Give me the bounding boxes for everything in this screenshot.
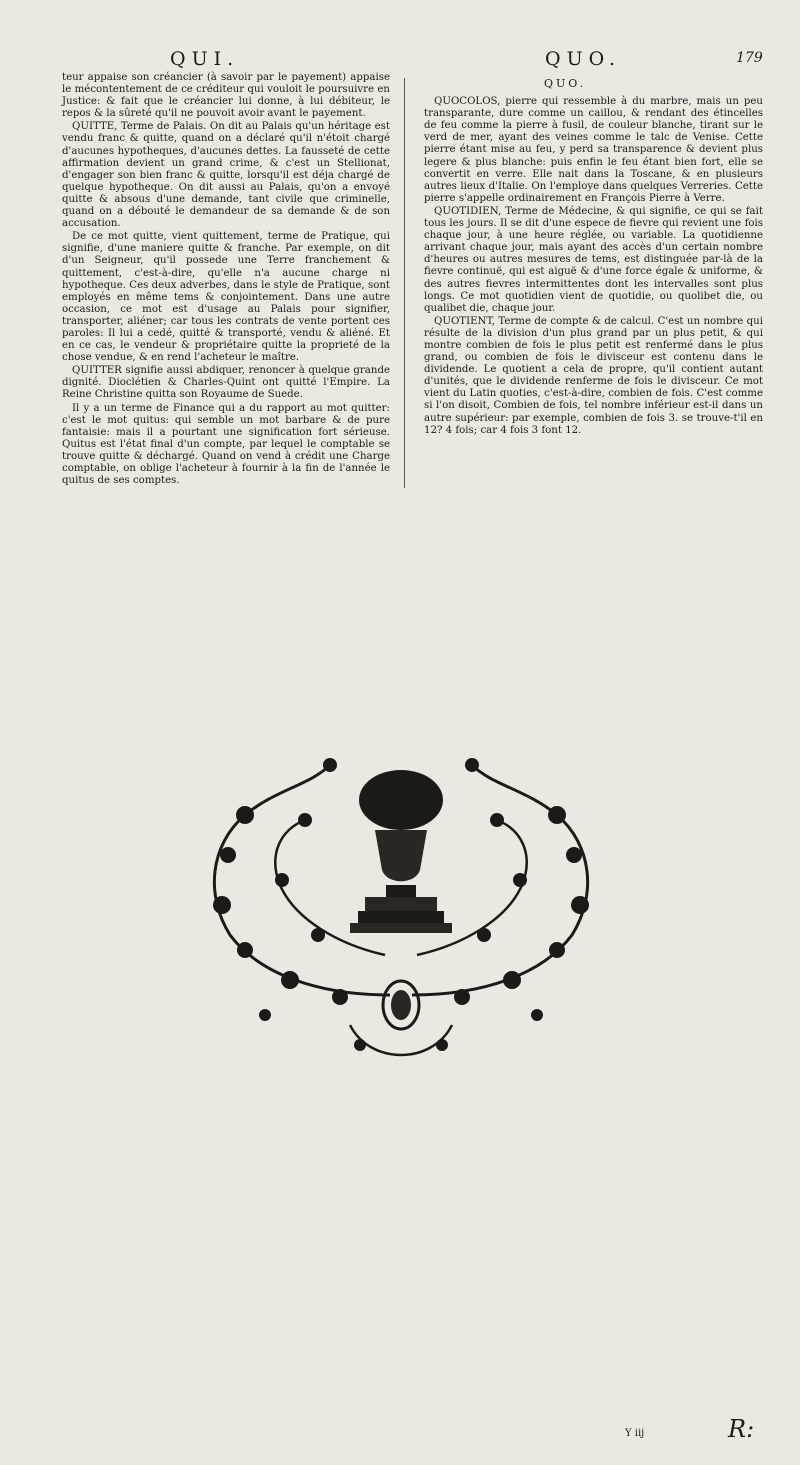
left-column <box>62 72 390 488</box>
paragraph-quitte: QUITTE, Terme de Palais. On dit au Palais qu'un héritage est vendu franc & quitte, quand on a déclaré qu'il n'étoit chargé d'aucunes hypotheques, d'aucunes dettes. La fausseté de cette affirmation devient un grand crime, & c'est un Stellionat, d'engager son bien franc & quitte, lorsqu'il est déja chargé de quelque hypotheque. On dit aussi au Palais, qu'on a envoyé quitte & absous d'une demande, tant civile que criminelle, quand on a débouté le demandeur de sa demande & de son accusation. <box>62 121 390 230</box>
column-divider <box>404 78 405 488</box>
vase <box>350 770 452 933</box>
running-head-right: QUO. <box>545 48 622 70</box>
paragraph: teur appaise son créancier (à savoir par le payement) appaise le mécontentement de ce créditeur qui vouloit le poursuivre en Justice: & fait que le créancier lui donne, à lui débiteur, le repos & la sûreté qu'il ne pouvoit avoir avant le payement. <box>62 72 390 120</box>
catchword: R: <box>728 1415 755 1443</box>
paragraph-quotient: QUOTIENT, Terme de compte & de calcul. C'est un nombre qui résulte de la division d'un plus grand par un plus petit, & qui montre combien de fois le plus petit est renfermé dans le plus grand, ou combien de fois le divisceur est contenu dans le dividende. Le quotient a cela de propre, qu'il contient autant d'unités, que le dividende renferme de fois le divisceur. Ce mot vient du Latin quoties, c'est-à-dire, combien de fois. C'est comme si l'on disoit, Combien de fois, tel nombre inférieur est-il dans un autre supérieur: par exemple, combien de fois 3. se trouve-t'il en 12? 4 fois; car 4 fois 3 font 12. <box>424 315 763 436</box>
paragraph-quocolos: QUOCOLOS, pierre qui ressemble à du marbre, mais un peu transparante, dure comme un caillou, & rendant des étincelles de feu comme la pierre à fusil, de couleur blanche, tirant sur le verd de mer, ayant des veines comme le talc de Venise. Cette pierre étant mise au feu, y perd sa transparence & devient plus legere & plus blanche: puis enfin le feu étant bien fort, elle se convertit en verre. Elle nait dans la Toscane, & en plusieurs autres lieux d'Italie. On l'employe dans quelques Verreries. Cette pierre s'appelle ordinairement en François Pierre à Verre. <box>424 96 763 204</box>
section-subheading: QUO. <box>544 77 587 90</box>
signature-mark: Y iij <box>625 1428 645 1439</box>
paragraph-quitus: Il y a un terme de Finance qui a du rapport au mot quitter: c'est le mot quitus: qui semble un mot barbare & de pure fantaisie: mais il a pourtant une signification fort sérieuse. Quitus est l'état final d'un compte, par lequel le comptable se trouve quitte & déchargé. Quand on vend à crédit une Charge comptable, on oblige l'acheteur à fournir à la fin de l'année le quitus de ses comptes. <box>62 402 390 487</box>
right-column <box>424 78 763 438</box>
paragraph-quotidien: QUOTIDIEN, Terme de Médecine, & qui signifie, ce qui se fait tous les jours. Il se dit d'une espece de fievre qui revient une fois chaque jour, à une heure réglée, ou variable. La quotidienne arrivant chaque jour, mais ayant des accès d'un certain nombre d'heures ou autres mesures de tems, est distinguée par-là de la fievre continuë, qui est aiguë & d'une force égale & uniforme, & des autres fievres intermittentes dont les intervalles sont plus longs. Ce mot quotidien vient de quotidie, ou quolibet die, ou qualibet die, chaque jour. <box>424 205 763 314</box>
left-inner-vine <box>275 820 385 955</box>
running-head-left: QUI. <box>170 48 240 70</box>
floral-vase-ornament <box>200 745 602 1085</box>
right-inner-vine <box>417 820 527 955</box>
paragraph-quittement: De ce mot quitte, vient quittement, terme de Pratique, qui signifie, d'une maniere quitte & franche. Par exemple, on dit d'un Seigneur, qu'il possede une Terre franchement & quittement, c'est-à-dire, qu'elle n'a aucune charge ni hypotheque. Ces deux adverbes, dans le style de Pratique, sont employés en même tems & conjointement. Dans une autre occasion, ce mot est d'usage au Palais pour signifier, transporter, aliéner; car tous les contrats de vente portent ces paroles: Il lui a cedé, quitté & transporté, vendu & aliéné. Et en ce cas, le vendeur & propriétaire quitte la proprieté de la chose vendue, & en rend l'acheteur le maître. <box>62 231 390 364</box>
page-number: 179 <box>736 50 763 66</box>
paragraph-quitter: QUITTER signifie aussi abdiquer, renoncer à quelque grande dignité. Dioclétien & Charles-Quint ont quitté l'Empire. La Reine Christine quitta son Royaume de Suede. <box>62 365 390 401</box>
medallion <box>383 981 419 1029</box>
